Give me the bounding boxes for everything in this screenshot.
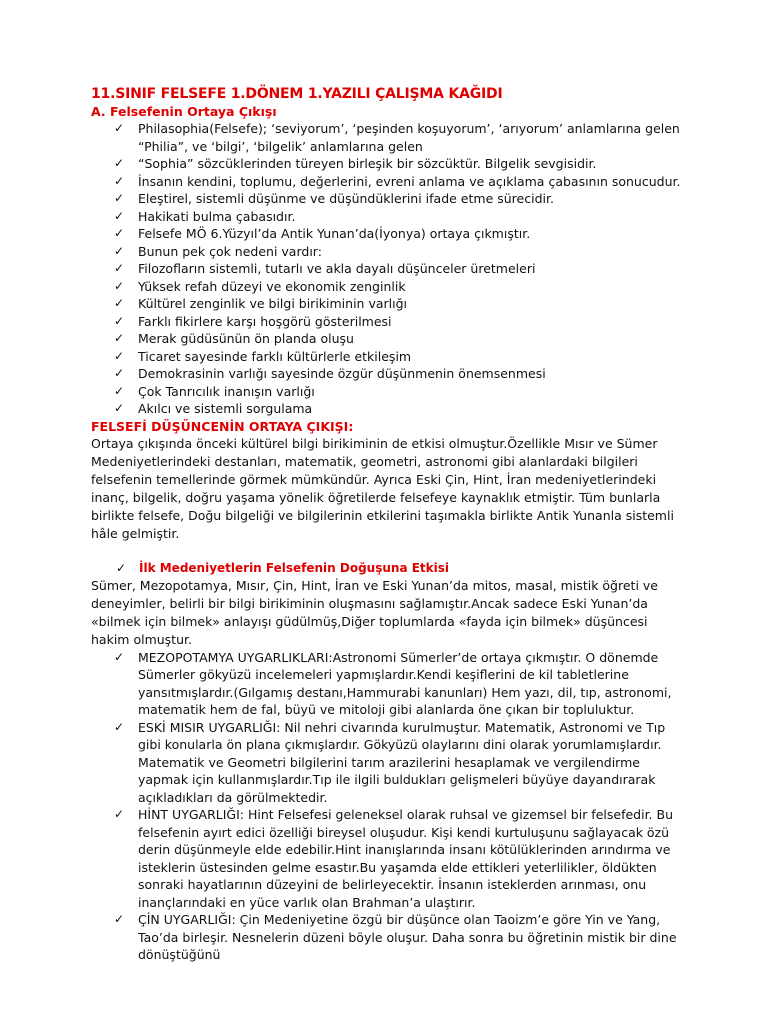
check-icon: ✓ [114, 366, 125, 380]
check-icon: ✓ [114, 156, 125, 170]
section-b-title: FELSEFİ DÜŞÜNCENİN ORTAYA ÇIKIŞI: [91, 418, 354, 434]
list-item: ✓ Felsefe MÖ 6.Yüzyıl’da Antik Yunan’da(İyonya) ortaya çıkmıştır. [114, 226, 531, 241]
list-item: ✓ ÇİN UYGARLIĞI: Çin Medeniyetine özgü bir düşünce olan Taoizm’e göre Yin ve Yang, Tao’da birleşir. Nesnelerin düzeni böyle oluşur. Daha sonra bu öğretinin mistik bir dine dönüştüğünü [114, 912, 677, 962]
check-icon: ✓ [114, 208, 125, 223]
document-content [91, 86, 681, 964]
check-icon: ✓ [114, 226, 125, 240]
check-icon: ✓ [114, 261, 125, 275]
check-icon: ✓ [114, 719, 125, 734]
list-item: ✓ Farklı fikirlere karşı hoşgörü gösterilmesi [114, 313, 392, 329]
list-item: ✓ Hakikati bulma çabasıdır. [114, 208, 296, 224]
list-item: ✓ “Sophia” sözcüklerinden türeyen birleşik bir sözcüktür. Bilgelik sevgisidir. [114, 156, 597, 171]
check-icon: ✓ [114, 649, 125, 664]
check-icon: ✓ [114, 243, 125, 258]
check-icon: ✓ [114, 191, 125, 205]
list-item: ✓ Ticaret sayesinde farklı kültürlerle etkileşim [114, 348, 412, 364]
section-b-paragraph: Ortaya çıkışında önceki kültürel bilgi birikiminin de etkisi olmuştur.Özellikle Mısır ve Sümer Medeniyetlerindeki destanları, matematik, geometri, astronomi gibi alanlardaki bilgileri felsefenin temellerinde görmek mümkündür. Ayrıca Eski Çin, Hint, İran medeniyetlerindeki inanç, bilgelik, doğru yaşama yönelik öğretilerde felsefeye kaynaklık etmiştir. Tüm bunlarla birlikte felsefe, Doğu bilgeliği ve bilgilerinin etkilerini taşımakla birlikte Antik Yunanla sistemli hâle gelmiştir. [91, 435, 674, 541]
section-a-title: A. Felsefenin Ortaya Çıkışı [91, 104, 277, 119]
list-item: ✓ Eleştirel, sistemli düşünme ve düşündüklerini ifade etme sürecidir. [114, 191, 554, 206]
section-c-paragraph: Sümer, Mezopotamya, Mısır, Çin, Hint, İran ve Eski Yunan’da mitos, masal, mistik öğreti ve deneyimler, belirli bir bilgi birikiminin oluşmasını sağlamıştır.Ancak sadece Eski Yunan’da «bilmek için bilmek» anlayışı güdülmüş,Diğer toplumlarda «fayda için bilmek» düşüncesi hakim olmuştur. [91, 577, 658, 647]
civilizations-list [91, 649, 681, 964]
list-item: ✓ Yüksek refah düzeyi ve ekonomik zenginlik [114, 278, 406, 294]
check-icon: ✓ [114, 331, 125, 345]
check-icon: ✓ [114, 401, 125, 415]
check-icon: ✓ [114, 912, 125, 926]
spacer [91, 543, 681, 560]
section-c-title: ✓ İlk Medeniyetlerin Felsefenin Doğuşuna Etkisi [116, 560, 450, 575]
list-item: ✓ Philasophia(Felsefe); ‘seviyorum’, ‘peşinden koşuyorum’, ‘arıyorum’ anlamlarına gelen “Philia”, ve ‘bilgi’, ‘bilgelik’ anlamlarına gelen [114, 121, 680, 154]
check-icon: ✓ [114, 807, 125, 821]
list-item: ✓ İnsanın kendini, toplumu, değerlerini, evreni anlama ve açıklama çabasının sonucudur. [114, 173, 681, 189]
check-icon: ✓ [114, 173, 125, 188]
check-icon: ✓ [114, 348, 125, 363]
list-item: ✓ ESKİ MISIR UYGARLIĞI: Nil nehri civarında kurulmuştur. Matematik, Astronomi ve Tıp gibi konularla ön plana çıkmışlardır. Gökyüzü olaylarını dini olarak yorumlamışlardır. Matematik ve Geometri bilgilerini tarım arazilerini hesaplamak ve vergilendirme yapmak için kullanmışlardır.Tıp ile ilgili buldukları gelişmeleri büyüye dayandırarak açıkladıkları da görülmektedir. [114, 719, 666, 805]
list-item: ✓ HİNT UYGARLIĞI: Hint Felsefesi geleneksel olarak ruhsal ve gizemsel bir felsefedir. Bu felsefenin ayırt edici özelliği bireysel oluşudur. Kişi kendi kurtuluşunu sağlayacak özü derin düşünmeyle elde edebilir.Hint inanışlarında insanı kötülüklerinden arındırma ve isteklerin üstesinden gelme esastır.Bu yaşamda elde ettikleri yeterlilikler, öldükten sonraki hayatlarının düzeyini de belirleyecektir. İnsanın isteklerden arınması, onu inançlarındaki en yüce varlık olan Brahman’a ulaştırır. [114, 807, 674, 910]
document-title: 11.SINIF FELSEFE 1.DÖNEM 1.YAZILI ÇALIŞMA KAĞIDI [91, 86, 503, 102]
list-item: ✓ Bunun pek çok nedeni vardır: [114, 243, 322, 259]
list-item: ✓ Akılcı ve sistemli sorgulama [114, 401, 313, 416]
check-icon: ✓ [114, 383, 125, 398]
check-icon: ✓ [114, 278, 125, 293]
check-icon: ✓ [114, 313, 125, 328]
section-a-list [91, 120, 681, 418]
check-icon: ✓ [114, 121, 125, 135]
list-item: ✓ MEZOPOTAMYA UYGARLIKLARI:Astronomi Sümerler’de ortaya çıkmıştır. O dönemde Sümerler gökyüzü incelemeleri yapmışlardır.Kendi keşiflerini de kil tabletlerine yansıtmışlardır.(Gılgamış destanı,Hammurabi kanunları) Hem yazı, dil, tıp, astronomi, matematik hem de fal, büyü ve mitoloji gibi alanlarda öne çıkan bir topluluktur. [114, 649, 672, 717]
list-item: ✓ Kültürel zenginlik ve bilgi birikiminin varlığı [114, 296, 408, 311]
list-item: ✓ Çok Tanrıcılık inanışın varlığı [114, 383, 315, 399]
list-item: ✓ Merak güdüsünün ön planda oluşu [114, 331, 354, 346]
check-icon: ✓ [114, 296, 125, 310]
list-item: ✓ Demokrasinin varlığı sayesinde özgür düşünmenin önemsenmesi [114, 366, 546, 381]
list-item: ✓ Filozofların sistemli, tutarlı ve akla dayalı düşünceler üretmeleri [114, 261, 536, 276]
check-icon: ✓ [116, 560, 127, 575]
